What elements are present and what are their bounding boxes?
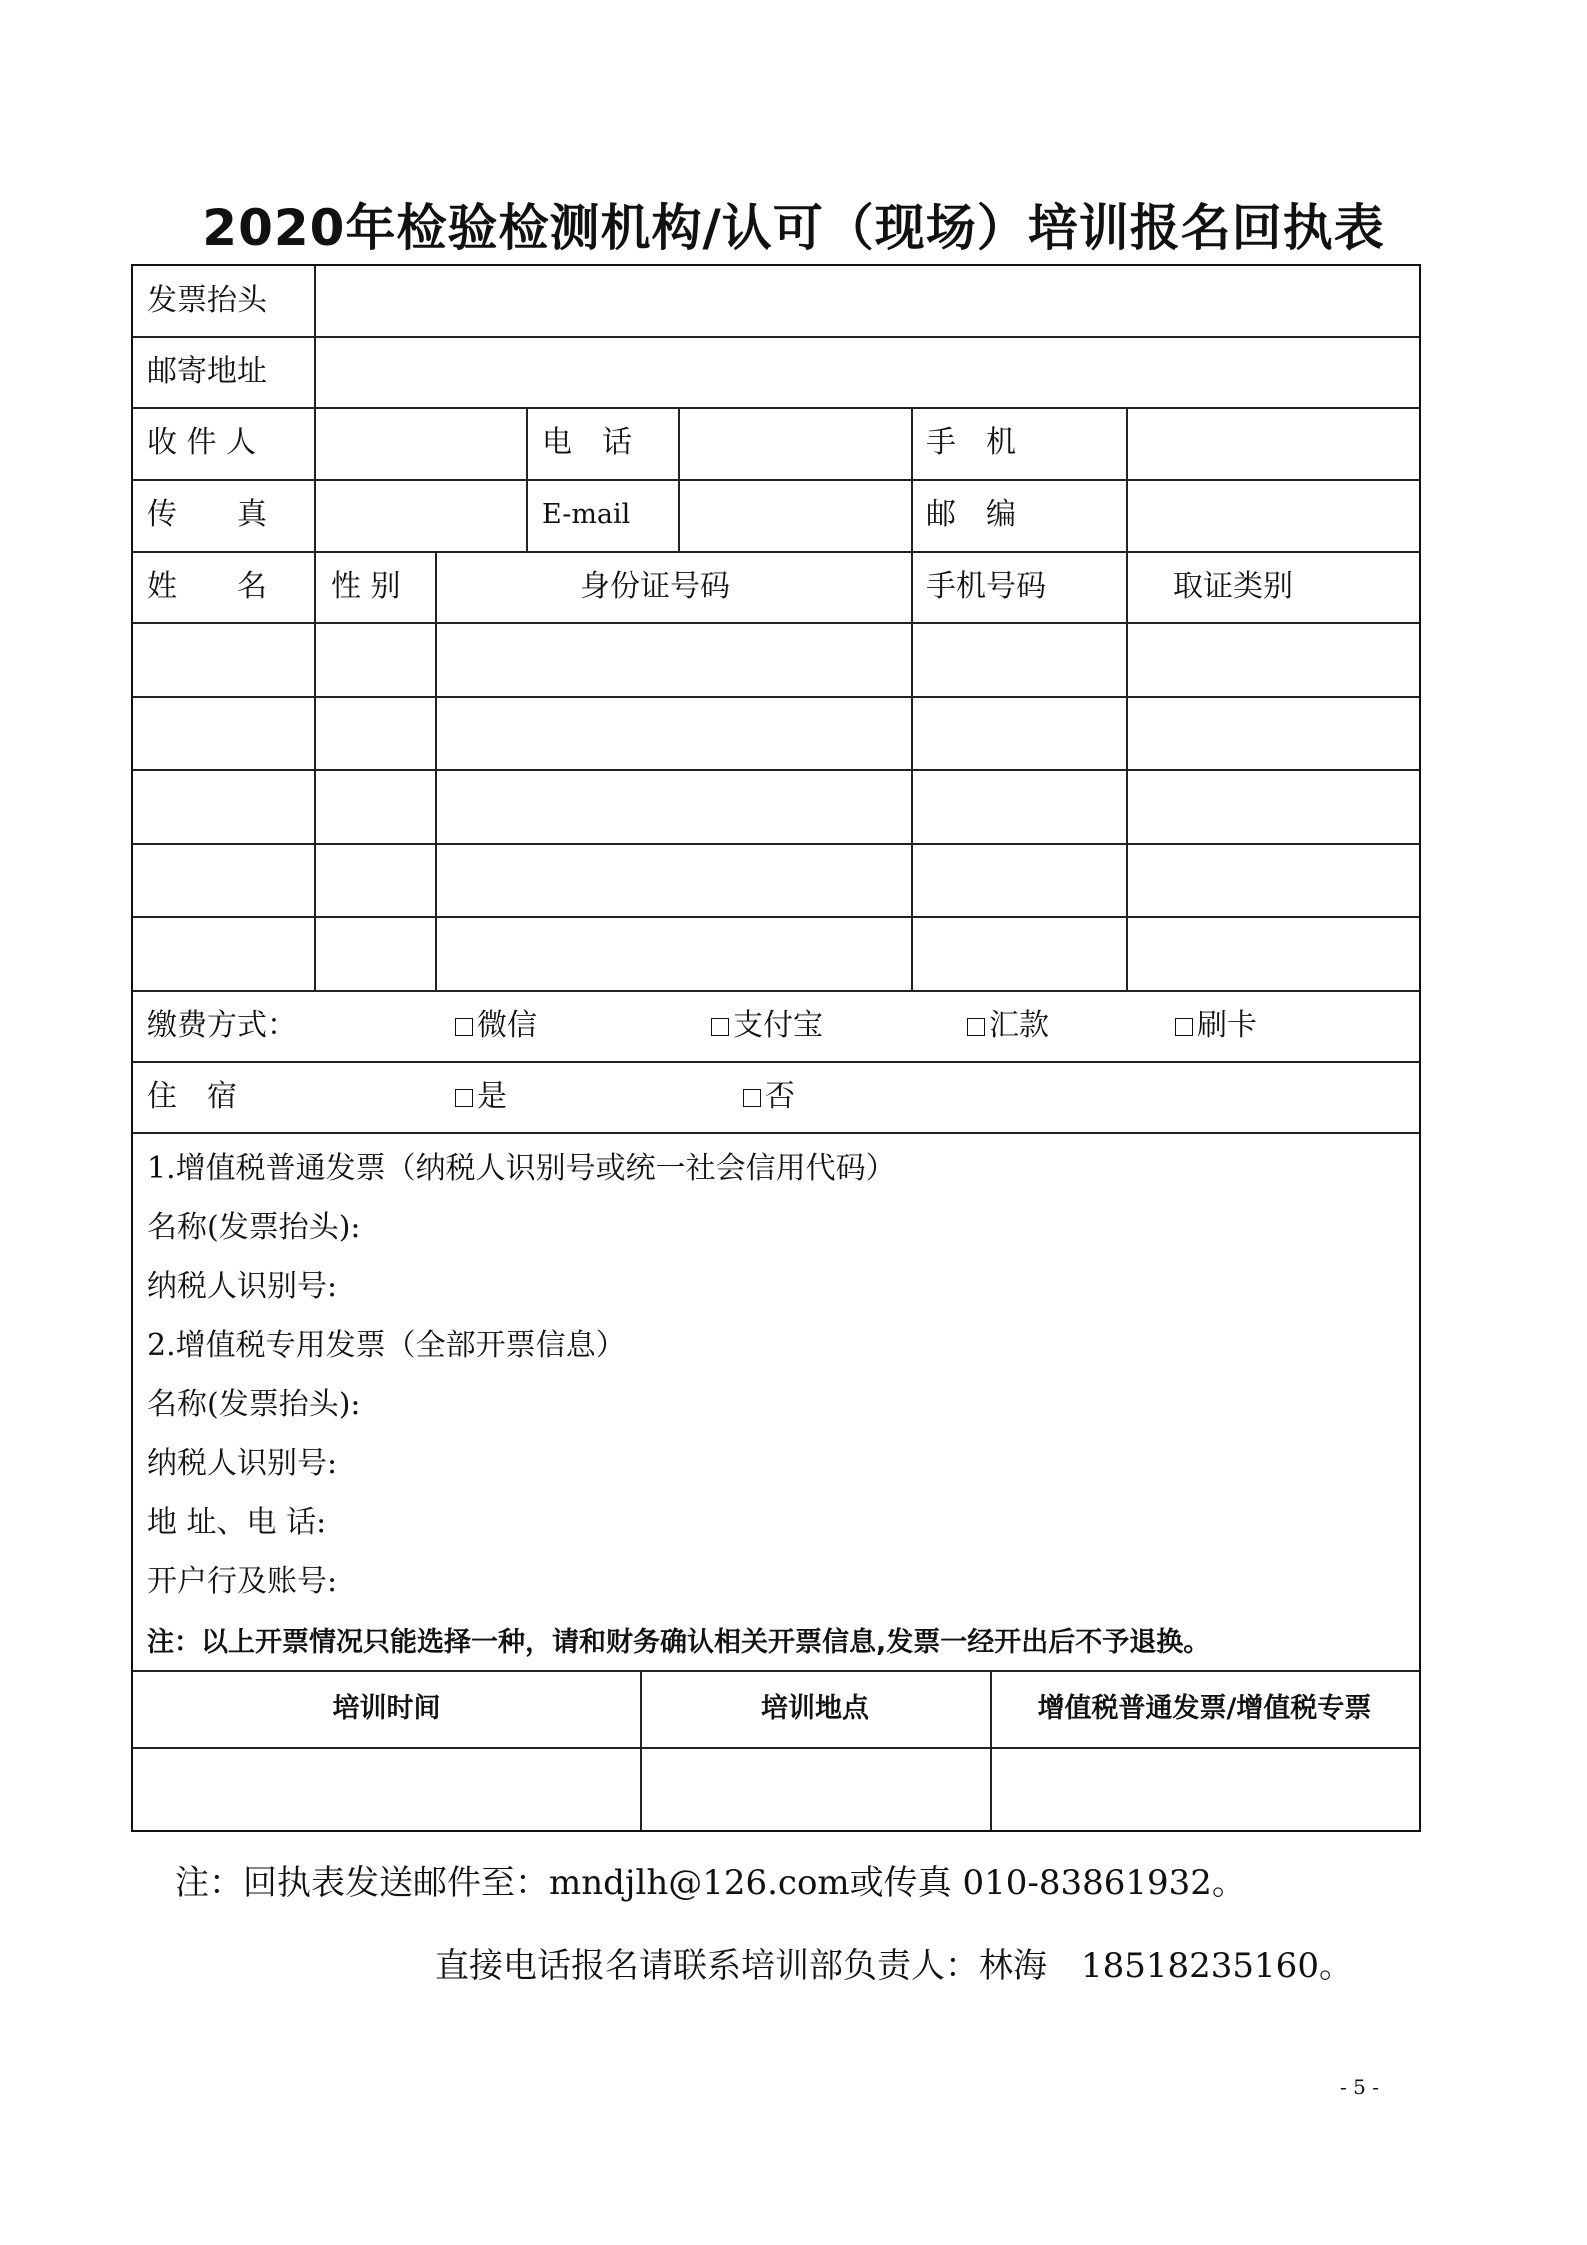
payment-option-alipay[interactable] (711, 1009, 823, 1043)
lodging-option-yes[interactable] (455, 1080, 507, 1114)
fax-label: 传 真 (147, 497, 267, 532)
checkbox-icon (967, 1018, 985, 1036)
lodging-label: 住 宿 (147, 1079, 237, 1114)
mobile-field[interactable] (1129, 410, 1417, 477)
invoice-type-field[interactable] (993, 1750, 1417, 1828)
option-label: 是 (477, 1079, 507, 1114)
form-title: 2020年检验检测机构/认可（现场）培训报名回执表 (202, 199, 1385, 257)
mobile-label: 手 机 (926, 425, 1016, 460)
header-invoice-type: 增值税普通发票/增值税专票 (1037, 1693, 1372, 1724)
header-name: 姓 名 (147, 569, 267, 604)
invoice-line-5: 名称(发票抬头): (147, 1387, 361, 1422)
invoice-line-1: 1.增值税普通发票（纳税人识别号或统一社会信用代码） (147, 1151, 896, 1186)
invoice-line-3: 纳税人识别号: (147, 1269, 338, 1304)
invoice-line-2: 名称(发票抬头): (147, 1210, 361, 1245)
lodging-option-no[interactable] (743, 1080, 795, 1114)
attendee-row[interactable] (135, 699, 1417, 767)
send-note: 注：回执表发送邮件至：mndjlh@126.com或传真 010-83861932。 (175, 1863, 1246, 1903)
page-number: - 5 - (1340, 2075, 1379, 2099)
attendee-row[interactable] (135, 625, 1417, 694)
option-label: 支付宝 (733, 1008, 823, 1043)
invoice-title-field[interactable] (317, 268, 1417, 334)
recipient-label: 收 件 人 (147, 425, 257, 460)
attendee-row[interactable] (135, 846, 1417, 914)
header-mobile-number: 手机号码 (926, 569, 1046, 604)
header-gender: 性 别 (331, 569, 401, 604)
option-label: 否 (765, 1079, 795, 1114)
contact-note: 直接电话报名请联系培训部负责人：林海 18518235160。 (435, 1946, 1353, 1986)
mail-address-field[interactable] (317, 339, 1417, 405)
recipient-field[interactable] (317, 410, 524, 477)
option-label: 汇款 (989, 1008, 1049, 1043)
header-training-time: 培训时间 (332, 1693, 441, 1724)
header-training-place: 培训地点 (761, 1693, 869, 1724)
invoice-line-7: 地 址、电 话: (147, 1505, 327, 1540)
phone-field[interactable] (681, 410, 909, 477)
header-id-number: 身份证号码 (580, 569, 730, 604)
registration-form-table (131, 264, 1421, 1832)
attendee-row[interactable] (135, 772, 1417, 841)
postcode-field[interactable] (1129, 482, 1417, 549)
payment-label: 缴费方式： (147, 1008, 297, 1043)
payment-option-transfer[interactable] (967, 1009, 1049, 1043)
option-label: 微信 (477, 1008, 537, 1043)
training-place-field[interactable] (643, 1750, 988, 1828)
postcode-label: 邮 编 (926, 497, 1016, 532)
checkbox-icon (743, 1089, 761, 1107)
invoice-warning: 注：以上开票情况只能选择一种，请和财务确认相关开票信息,发票一经开出后不予退换。 (147, 1627, 1211, 1658)
email-label: E-mail (542, 499, 631, 530)
phone-label: 电 话 (542, 425, 632, 460)
checkbox-icon (1175, 1018, 1193, 1036)
invoice-title-label: 发票抬头 (147, 283, 267, 318)
option-label: 刷卡 (1197, 1008, 1257, 1043)
fax-field[interactable] (317, 482, 524, 549)
checkbox-icon (455, 1018, 473, 1036)
payment-option-card[interactable] (1175, 1009, 1257, 1043)
checkbox-icon (455, 1089, 473, 1107)
training-time-field[interactable] (135, 1750, 638, 1828)
mail-address-label: 邮寄地址 (147, 354, 267, 389)
checkbox-icon (711, 1018, 729, 1036)
invoice-line-4: 2.增值税专用发票（全部开票信息） (147, 1328, 626, 1363)
invoice-line-6: 纳税人识别号: (147, 1446, 338, 1481)
header-cert-type: 取证类别 (1173, 569, 1293, 604)
attendee-row[interactable] (135, 919, 1417, 988)
email-field[interactable] (681, 482, 909, 549)
payment-option-wechat[interactable] (455, 1009, 537, 1043)
invoice-line-8: 开户行及账号: (147, 1564, 338, 1599)
